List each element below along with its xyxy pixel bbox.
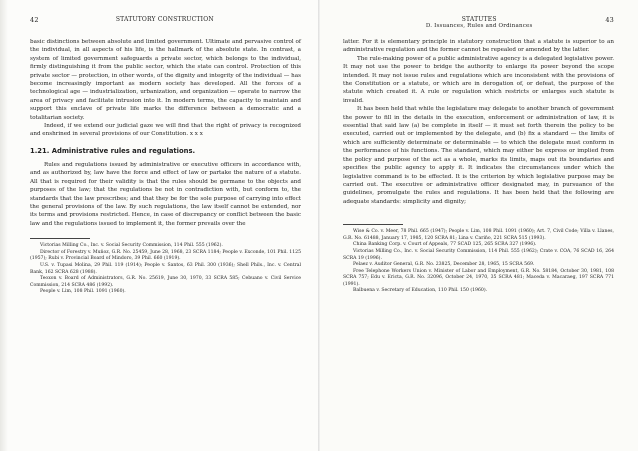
- left-para-2: Indeed, if we extend our judicial gaze we will find that the right of privacy is recognized and enshrined in several provisions of our Constitution. x x x: [30, 123, 301, 138]
- right-page-number: 43: [605, 16, 614, 24]
- right-running-title-block: [353, 16, 605, 32]
- left-running-head: [30, 16, 301, 32]
- page-edge-shadow: [0, 0, 8, 451]
- left-footnote: People v. Lim, 108 Phil. 1091 (1960).: [40, 289, 126, 295]
- left-para-main: Rules and regulations issued by administrative or executive officers in accordance with, and as authorized by, law have the force and effect of law or partake the nature of a statute. All that is required for their validity is that the rules should be germane to the objects and purposes of the law; that the regulations be not in contradiction with, but conform to, the standards that the law prescribes; and that they be for the sole purpose of carrying into effect the general provisions of the law. By such regulations, the law itself cannot be extended, nor its terms and provisions restricted. Hence, in case of discrepancy or conflict between the basic law and the regulations issued to implement it, the former prevails over the: [30, 161, 301, 227]
- footnote-rule: [343, 224, 403, 225]
- right-running-head: [343, 16, 614, 32]
- right-footnote: Free Telephone Workers Union v. Minister of Labor and Employment, G.R. No. 58184, October 30, 1981, 108 SCRA 757; Edu v. Ericta, G.R. No. 32096, October 24, 1970, 35 SCRA 481; Maceda v. Macaraeg, 197 SCRA 771 (1991).: [343, 268, 614, 287]
- footnote-rule: [30, 238, 90, 239]
- book-gutter: [318, 0, 320, 451]
- left-running-title: STATUTORY CONSTRUCTION: [115, 16, 214, 23]
- left-footnote: Director of Forestry v. Muñoz, G.R. No. 25459, June 28, 1968, 23 SCRA 1184; People v. Exconde, 101 Phil. 1125 (1957); Rubi v. Provincial Board of Mindoro, 39 Phil. 660 (1919).: [30, 249, 301, 262]
- right-footnote: Pelaez v. Auditor General, G.R. No. 23825, December 28, 1965, 15 SCRA 569.: [353, 262, 535, 268]
- left-page-number: 42: [30, 16, 39, 24]
- left-footnote: Teoxon v. Board of Administrators, G.R. No. 25619, June 30, 1970, 33 SCRA 585; Cebuano v. Civil Service Commission, 214 SCRA 486 (1992).: [30, 276, 301, 288]
- right-para-1: latter. For it is elementary principle in statutory construction that a statute is superior to an administrative regulation and the former cannot be repealed or amended by the latter.: [343, 39, 614, 54]
- right-footnote: Balbuena v. Secretary of Education, 110 Phil. 150 (1960).: [353, 288, 488, 294]
- section-heading: 1.21. Administrative rules and regulations.: [30, 146, 196, 155]
- right-footnote: China Banking Corp. v. Court of Appeals, 77 SCAD 125, 265 SCRA 327 (1996).: [353, 242, 537, 248]
- left-footnote: U.S. v. Tupasi Molina, 29 Phil. 119 (1914); People v. Santos, 63 Phil. 300 (1936); Shell Phils., Inc. v. Central Bank, 162 SCRA 628 (1988).: [30, 262, 301, 275]
- right-running-title: STATUTES: [461, 16, 497, 23]
- right-running-subtitle: D. Issuances, Rules and Ordinances: [425, 23, 533, 29]
- left-footnote: Victorias Milling Co., Inc. v. Social Security Commission, 114 Phil. 555 (1962).: [40, 243, 223, 249]
- right-footnote: Wise & Co. v. Meer, 78 Phil. 665 (1947); People v. Lim, 108 Phil. 1091 (1960); Art. 7, Civil Code; Villa v. Llanes, G.R. No. 61488, January 17, 1985, 120 SCRA 81; Lina v. Cariño, 221 SCRA 515 (1993).: [343, 229, 614, 241]
- right-para-2: The rule-making power of a public administrative agency is a delegated legislative power. It may not use the power to bridge the authority to enlarge its power beyond the scope intended. It may not issue rules and regulations which are inconsistent with the provisions of the Constitution or a statute, or which are in derogation of, or defeat, the purpose of the statute which created it. A rule or regulation which restricts or enlarges such statute is invalid.: [343, 55, 614, 104]
- left-para-1: basic distinctions between absolute and limited government. Ultimate and pervasive control of the individual, in all aspects of his life, is the hallmark of the absolute state. In contrast, a system of limited government safeguards a private sector, which belongs to the individual, firmly distinguishing it from the public sector, which the state can control. Protection of this private sector — protection, in other words, of the dignity and integrity of the individual — has become increasingly important as modern society has developed. All the forces of a technological age — industrialization, urbanization, and organization — operate to narrow the area of privacy and facilitate intrusion into it. In modern terms, the capacity to maintain and support this enclave of private life marks the difference between a democratic and a totalitarian society.: [30, 39, 301, 121]
- right-page: [319, 0, 638, 451]
- right-para-3: It has been held that while the legislature may delegate to another branch of government the power to fill in the details in the execution, enforcement or administration of law, it is essential that said law (a) be complete in itself — it must set forth therein the policy to be executed, carried out or implemented by the delegate, and (b) fix a standard — the limits of which are sufficiently determinate or determinable — to which the delegate must conform in the performance of his functions. The standard, which may either be express or implied from the policy and purpose of the act as a whole, marks its limits, maps out its boundaries and specifies the public agency to apply it. It indicates the circumstances under which the legislative command is to be effected. It is the criterion by which legislative purpose may be carried out. The executive or administrative officer designated may, in pursuance of the guidelines, promulgate the rules and regulations. It has been held that the following are adequate standards: simplicity and dignity;: [343, 106, 614, 205]
- right-footnote: Victorias Milling Co., Inc. v. Social Security Commission, 114 Phil. 555 (1962); Crate v. COA, 76 SCAD 16, 264 SCRA 19 (1996).: [343, 248, 614, 261]
